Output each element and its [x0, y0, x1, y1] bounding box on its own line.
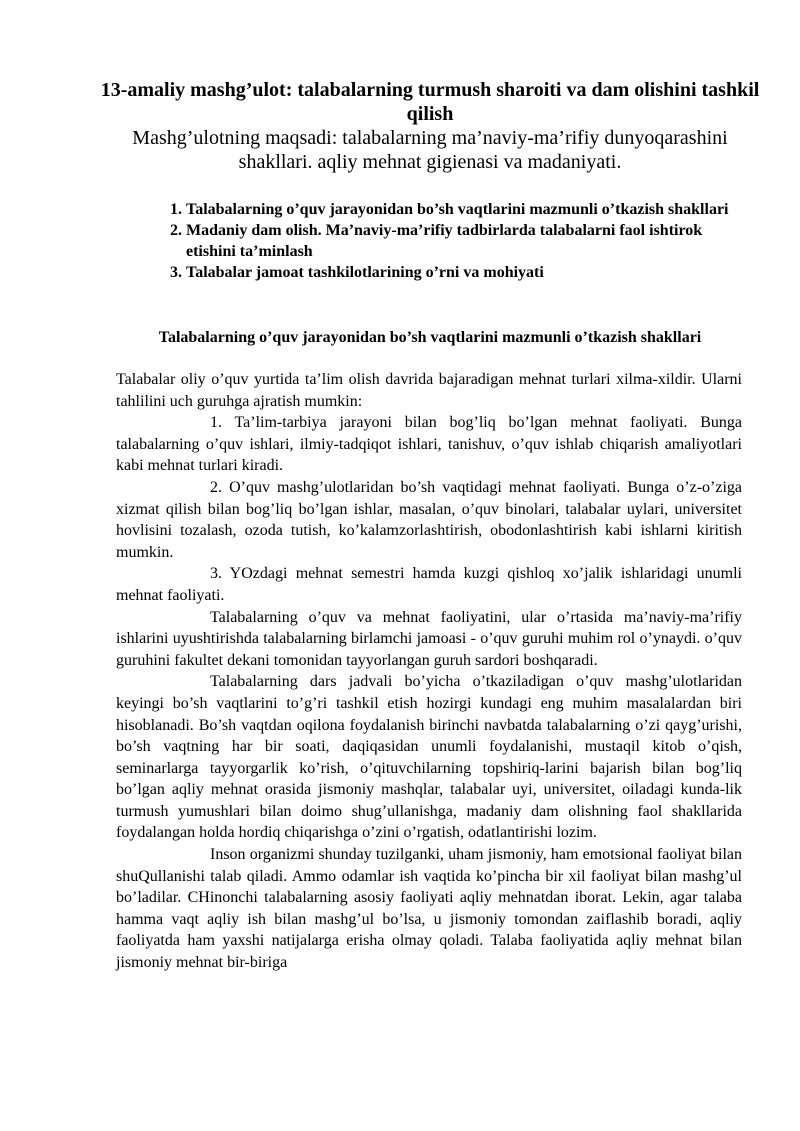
topic-number: 2. [170, 222, 182, 239]
topics-list [150, 199, 750, 283]
paragraph: Talabalar oliy o’quv yurtida ta’lim olish davrida bajaradigan mehnat turlari xilma-xildir. Ularni tahlilini uch guruhga ajratish mumkin: [116, 371, 742, 410]
paragraph: 2. O’quv mashg’ulotlaridan bo’sh vaqtidagi mehnat faoliyati. Bunga o’z-o’ziga xizmat qilish bilan bog’liq bo’lgan ishlar, masalan, o’quv binolari, talabalar uylari, universitet hovlisini tozalash, ozoda tutish, ko’kalamzorlashtirish, obodonlashtirish kabi ishlarni kiritish mumkin. [116, 478, 742, 561]
body-text [116, 369, 742, 974]
paragraph: Talabalarning o’quv va mehnat faoliyatini, ular o’rtasida ma’naviy-ma’rifiy ishlarini uyushtirishda talabalarning birlamchi jamoasi - o’quv guruhi muhim rol o’ynaydi. o’quv guruhini fakultet dekani tomonidan tayyorlangan guruh sardori boshqaradi. [116, 608, 742, 669]
topic-text: Talabalar jamoat tashkilotlarining o’rni va mohiyati [186, 264, 544, 281]
topic-item [150, 199, 750, 220]
topic-item [150, 262, 750, 283]
topic-text: Talabalarning o’quv jarayonidan bo’sh vaqtlarini mazmunli o’tkazish shakllari [186, 201, 729, 218]
topic-number: 1. [170, 201, 182, 218]
paragraph: 3. YOzdagi mehnat semestri hamda kuzgi qishloq xo’jalik ishlaridagi unumli mehnat faoliyati. [116, 565, 742, 604]
paragraph: Talabalarning dars jadvali bo’yicha o’tkaziladigan o’quv mashg’ulotlaridan keyingi bo’sh vaqtlarini to’g’ri tashkil etish hozirgi kundagi eng muhim masalalardan biri hisoblanadi. Bo’sh vaqtdan oqilona foydalanish birinchi navbatda talabalarning o’zi qayg’urishi, bo’sh vaqtning har bir soati, daqiqasidan unumli foydalanishi, mustaqil kitob o’qish, seminarlarga tayyorgarlik ko’rish, o’qituvchilarning topshiriq-larini bajarish bilan bog’liq bo’lgan aqliy mehnat orasida jismoniy mashqlar, talabalar uyi, universitet, oiladagi kunda-lik turmush yumushlari bilan doimo shug’ullanishga, madaniy dam olishning faol shakllarida foydalangan holda hordiq chiqarishga o’zini o’rgatish, odatlantirishi lozim. [116, 673, 742, 842]
topic-number: 3. [170, 264, 182, 281]
document-title: 13-amaliy mashg’ulot: talabalarning turmush sharoiti va dam olishini tashkil qilish [100, 79, 760, 125]
document-subtitle: Mashg’ulotning maqsadi: talabalarning ma’naviy-ma’rifiy dunyoqarashini shakllari. aqliy mehnat gigienasi va madaniyati. [132, 127, 728, 173]
section-heading: Talabalarning o’quv jarayonidan bo’sh vaqtlarini mazmunli o’tkazish shakllari [158, 329, 702, 346]
paragraph: 1. Ta’lim-tarbiya jarayoni bilan bog’liq bo’lgan mehnat faoliyati. Bunga talabalarning o’quv ishlari, ilmiy-tadqiqot ishlari, tanishuv, o’quv ishlab chiqarish amaliyotlari kabi mehnat turlari kiradi. [116, 414, 742, 475]
topic-text: Madaniy dam olish. Ma’naviy-ma’rifiy tadbirlarda talabalarni faol ishtirok etishini ta’minlash [186, 222, 703, 260]
paragraph: Inson organizmi shunday tuzilganki, uham jismoniy, ham emotsional faoliyat bilan shuQullanishi talab qiladi. Ammo odamlar ish vaqtida ko’pincha bir xil faoliyat bilan mashg’ul bo’ladilar. CHinonchi talabalarning asosiy faoliyati aqliy mehnatdan iborat. Lekin, agar talaba hamma vaqt aqliy ish bilan mashg’ul bo’lsa, u jismoniy tomondan zaiflashib boradi, aqliy faoliyatda ham yaxshi natijalarga erisha olmay qoladi. Talaba faoliyatida aqliy mehnat bilan jismoniy mehnat bir-biriga [116, 846, 742, 972]
topic-item [150, 220, 750, 262]
